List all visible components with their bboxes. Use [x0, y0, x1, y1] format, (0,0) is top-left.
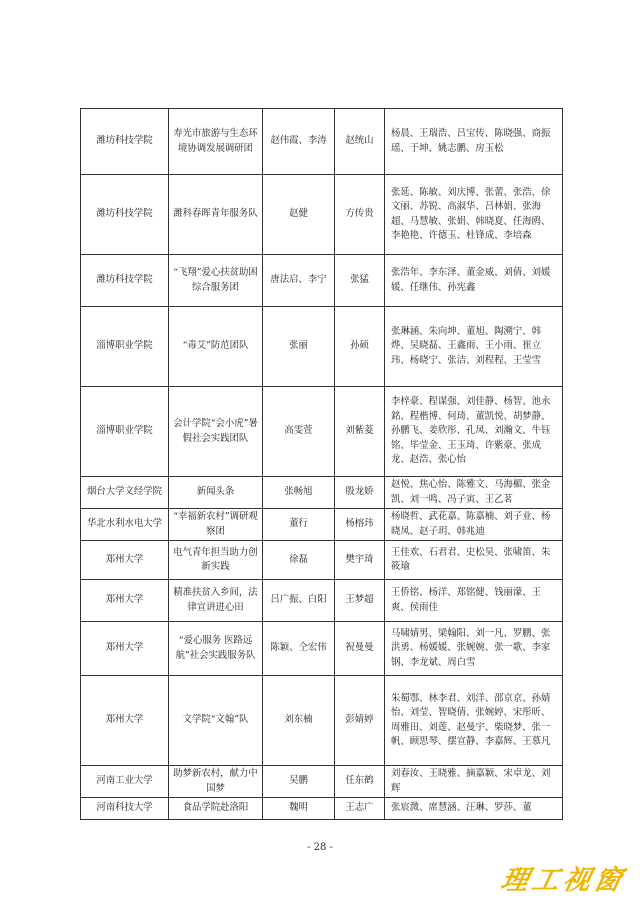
teacher-cell: 吕广振、白阳 — [263, 580, 335, 622]
teacher-cell: 吴鹏 — [263, 766, 335, 798]
leader-cell: 刘紫菱 — [335, 387, 385, 477]
teacher-cell: 唐法启、李宁 — [263, 255, 335, 307]
leader-cell: 王志广 — [335, 798, 385, 820]
members-cell: 刘春汝、王晓雅、摘嘉颖、宋卓龙、刘辉 — [385, 766, 563, 798]
school-cell: 河南工业大学 — [81, 766, 169, 798]
table-row — [81, 509, 563, 541]
team-cell: 食品学院赴洛阳 — [169, 798, 263, 820]
school-cell: 淄博职业学院 — [81, 307, 169, 387]
leader-cell: 任东鹤 — [335, 766, 385, 798]
school-cell: 潍坊科技学院 — [81, 109, 169, 175]
table-row — [81, 255, 563, 307]
team-cell: 潍科春晖青年服务队 — [169, 175, 263, 255]
team-cell: “幸福新农村”调研观察团 — [169, 509, 263, 541]
table-row — [81, 109, 563, 175]
table-row — [81, 798, 563, 820]
team-cell: 会计学院“会小虎”暑假社会实践团队 — [169, 387, 263, 477]
members-cell: 王佳欢、石君君、史松昊、张啸笛、朱筱瑜 — [385, 541, 563, 580]
table-row — [81, 541, 563, 580]
members-cell: 李梓豪、程谋强、刘佳静、杨智、池永銘、程楷博、何琦、董凯悦、胡梦静、孙鹏飞、姜欣彤、孔凤、刘瀚文、牛钰铭、毕莹金、王玉琦、许紫豪、张成龙、赵浩、张心怡 — [385, 387, 563, 477]
team-cell: 电气青年担当助力创新实践 — [169, 541, 263, 580]
teacher-cell: 董行 — [263, 509, 335, 541]
team-cell: 文学院“文翰”队 — [169, 676, 263, 766]
leader-cell: 王梦超 — [335, 580, 385, 622]
table-row — [81, 676, 563, 766]
watermark-logo: 理工视窗 — [498, 865, 629, 896]
members-cell: 张宸溦、席慧涵、汪琳、罗莎、董 — [385, 798, 563, 820]
team-cell: “毒艾”防范团队 — [169, 307, 263, 387]
leader-cell: 杨榕玮 — [335, 509, 385, 541]
school-cell: 潍坊科技学院 — [81, 255, 169, 307]
team-cell: 寿光市旅游与生态环境协调发展调研团 — [169, 109, 263, 175]
leader-cell: 殷龙娇 — [335, 477, 385, 509]
leader-cell: 祝曼曼 — [335, 622, 385, 676]
teacher-cell: 张丽 — [263, 307, 335, 387]
leader-cell: 赵统山 — [335, 109, 385, 175]
members-cell: 张琳涵、朱向坤、董旭、陶溯宁、韩烨、吴晓磊、王鑫雨、王小雨、崔立玮、杨晓宁、张洁、刘程程、王莹雪 — [385, 307, 563, 387]
teacher-cell: 魏明 — [263, 798, 335, 820]
leader-cell: 张猛 — [335, 255, 385, 307]
teacher-cell: 赵健 — [263, 175, 335, 255]
members-cell: 张延、陈敏、刘庆博、张蕾、张浩、徐文丽、苏锐、高淑华、吕林娟、张海超、马慧敏、张娟、韩晓夏、任海鸥、李艳艳、许德玉、杜锋成、李培森 — [385, 175, 563, 255]
table-row — [81, 307, 563, 387]
members-cell: 马啸婧男、梁翰阳、刘一凡、罗鹏、张洪勇、杨媛媛、张婉婉、张一歌、李家钢、李龙斌、周白雪 — [385, 622, 563, 676]
team-cell: “飞翔”爱心扶贫助困综合服务团 — [169, 255, 263, 307]
teacher-cell: 赵伟霞、李涛 — [263, 109, 335, 175]
members-cell: 杨晨、王瑞浩、吕宝传、陈晓强、商振瑶、于坤、姚志鹏、房玉松 — [385, 109, 563, 175]
roster-table — [80, 108, 563, 820]
table-row — [81, 477, 563, 509]
teacher-cell: 徐磊 — [263, 541, 335, 580]
members-cell: 朱蜀鄂、林李君、刘洋、邵京京、孙婧怡、刘莹、智晓倩、张婉婷、宋彤昕、周雅田、刘莲、赵曼宇、柴晓梦、张一帆、顾思琴、摆宣静、李嘉辉、王慕凡 — [385, 676, 563, 766]
table-row — [81, 766, 563, 798]
school-cell: 河南科技大学 — [81, 798, 169, 820]
teacher-cell: 高雯萱 — [263, 387, 335, 477]
teacher-cell: 张畅旭 — [263, 477, 335, 509]
leader-cell: 方传贵 — [335, 175, 385, 255]
teacher-cell: 刘东楠 — [263, 676, 335, 766]
table-row — [81, 622, 563, 676]
team-cell: 助梦新农村，献力中国梦 — [169, 766, 263, 798]
members-cell: 张浩年、李东泽、董金威、刘倩、刘媛媛、任继伟、孙宪鑫 — [385, 255, 563, 307]
school-cell: 华北水利水电大学 — [81, 509, 169, 541]
school-cell: 烟台大学文经学院 — [81, 477, 169, 509]
table-row — [81, 580, 563, 622]
leader-cell: 彭婧婷 — [335, 676, 385, 766]
school-cell: 淄博职业学院 — [81, 387, 169, 477]
members-cell: 杨晓哲、武花嘉、陈嘉楠、刘子业、杨晓凤、赵子玥、韩兆迪 — [385, 509, 563, 541]
school-cell: 潍坊科技学院 — [81, 175, 169, 255]
school-cell: 郑州大学 — [81, 541, 169, 580]
teacher-cell: 陈颖、仝宏伟 — [263, 622, 335, 676]
school-cell: 郑州大学 — [81, 676, 169, 766]
team-cell: 新闻头条 — [169, 477, 263, 509]
leader-cell: 孙硕 — [335, 307, 385, 387]
page-number: - 28 - — [307, 842, 333, 853]
team-cell: 精准扶贫入乡间，法律宣讲进心田 — [169, 580, 263, 622]
team-cell: “爱心服务 医路远航”社会实践服务队 — [169, 622, 263, 676]
school-cell: 郑州大学 — [81, 622, 169, 676]
school-cell: 郑州大学 — [81, 580, 169, 622]
table-row — [81, 387, 563, 477]
members-cell: 王侨铭、杨洋、郑铭健、钱丽濛、王爽、侯雨佳 — [385, 580, 563, 622]
leader-cell: 樊宇琦 — [335, 541, 385, 580]
members-cell: 赵悦、焦心怡、陈雅文、马海楣、张金凯、刘一鸣、冯子寅、王乙茗 — [385, 477, 563, 509]
table-row — [81, 175, 563, 255]
